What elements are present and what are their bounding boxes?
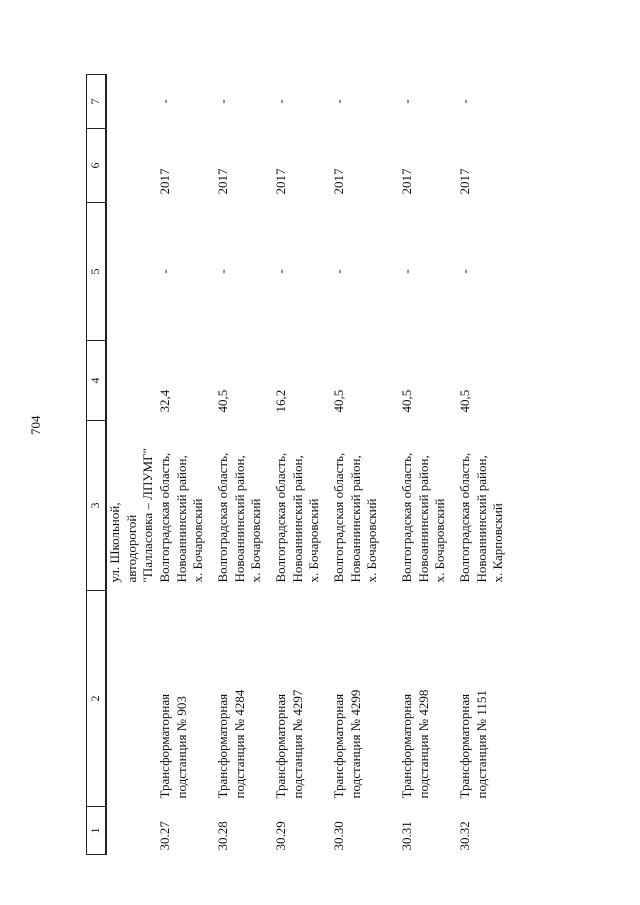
row-number: 30.32 bbox=[456, 821, 472, 851]
column-5-value: - bbox=[330, 269, 346, 274]
row-number: 30.28 bbox=[214, 821, 230, 851]
column-header: 3 bbox=[87, 421, 107, 591]
table-row bbox=[157, 75, 215, 855]
object-location: Волгоградская область, Новоаннинский район, х. Бочаровский bbox=[398, 452, 448, 583]
object-value: 40,5 bbox=[398, 389, 414, 413]
year-value: 2017 bbox=[156, 168, 172, 195]
continuation-location: ул. Школьной, автодорогой "Палласовка – ЛПУМГ" bbox=[107, 448, 156, 583]
column-5-value: - bbox=[456, 269, 472, 274]
row-number: 30.31 bbox=[398, 821, 414, 851]
object-value: 40,5 bbox=[330, 389, 346, 413]
object-location: Волгоградская область, Новоаннинский район, х. Бочаровский bbox=[214, 452, 264, 583]
year-value: 2017 bbox=[330, 168, 346, 195]
row-number: 30.30 bbox=[330, 821, 346, 851]
object-name: Трансформаторная подстанция № 4298 bbox=[398, 689, 431, 799]
row-number: 30.27 bbox=[156, 821, 172, 851]
year-value: 2017 bbox=[272, 168, 288, 195]
column-header: 1 bbox=[87, 807, 107, 855]
object-value: 40,5 bbox=[456, 389, 472, 413]
year-value: 2017 bbox=[214, 168, 230, 195]
register-table bbox=[86, 74, 515, 855]
column-header: 2 bbox=[87, 591, 107, 807]
object-location: Волгоградская область, Новоаннинский район, х. Бочаровский bbox=[330, 452, 380, 583]
column-7-value: - bbox=[330, 99, 346, 104]
object-name: Трансформаторная подстанция № 903 bbox=[156, 693, 189, 799]
row-number: 30.29 bbox=[272, 821, 288, 851]
column-5-value: - bbox=[214, 269, 230, 274]
object-name: Трансформаторная подстанция № 1151 bbox=[456, 690, 489, 799]
continuation-row bbox=[106, 75, 157, 855]
table-row bbox=[215, 75, 273, 855]
column-number-row bbox=[87, 75, 107, 855]
column-7-value: - bbox=[456, 99, 472, 104]
table-row bbox=[273, 75, 331, 855]
column-7-value: - bbox=[214, 99, 230, 104]
object-name: Трансформаторная подстанция № 4299 bbox=[330, 689, 363, 799]
column-header: 7 bbox=[87, 75, 107, 129]
column-5-value: - bbox=[156, 269, 172, 274]
object-value: 32,4 bbox=[156, 389, 172, 413]
object-value: 40,5 bbox=[214, 389, 230, 413]
column-header: 5 bbox=[87, 203, 107, 341]
column-header: 4 bbox=[87, 341, 107, 421]
column-header: 6 bbox=[87, 129, 107, 203]
column-7-value: - bbox=[398, 99, 414, 104]
table-row bbox=[399, 75, 457, 855]
object-name: Трансформаторная подстанция № 4284 bbox=[214, 689, 247, 799]
object-value: 16,2 bbox=[272, 389, 288, 413]
column-5-value: - bbox=[272, 269, 288, 274]
year-value: 2017 bbox=[456, 168, 472, 195]
object-name: Трансформаторная подстанция № 4297 bbox=[272, 689, 305, 799]
table-row bbox=[457, 75, 515, 855]
object-location: Волгоградская область, Новоаннинский район, х. Бочаровский bbox=[272, 452, 322, 583]
object-location: Волгоградская область, Новоаннинский район, х. Бочаровский bbox=[156, 452, 206, 583]
object-location: Волгоградская область, Новоаннинский район, х. Карповский bbox=[456, 452, 506, 583]
table-row bbox=[331, 75, 399, 855]
page-number: 704 bbox=[28, 415, 43, 435]
year-value: 2017 bbox=[398, 168, 414, 195]
column-7-value: - bbox=[272, 99, 288, 104]
column-7-value: - bbox=[156, 99, 172, 104]
column-5-value: - bbox=[398, 269, 414, 274]
